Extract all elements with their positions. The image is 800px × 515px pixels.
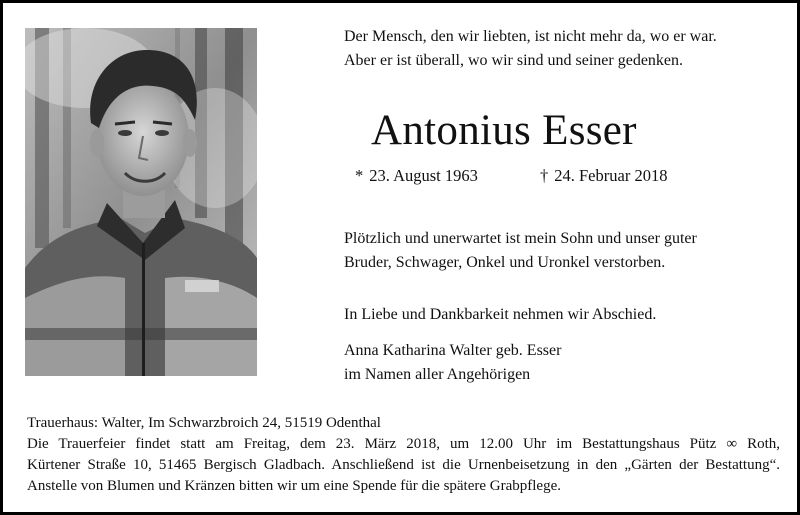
- mourning-house: Trauerhaus: Walter, Im Schwarzbroich 24, 51519 Odenthal: [27, 415, 381, 431]
- verse-line-1: Der Mensch, den wir liebten, ist nicht mehr da, wo er war.: [344, 28, 717, 45]
- announcement-line-1: Plötzlich und unerwartet ist mein Sohn und unser guter: [344, 230, 697, 247]
- funeral-details: [27, 413, 780, 497]
- signer-note: im Namen aller Angehörigen: [344, 366, 531, 383]
- death-cross-icon: †: [540, 166, 549, 185]
- birth-date-block: [355, 165, 478, 187]
- birth-date: 23. August 1963: [369, 166, 478, 185]
- announcement-line-2: Bruder, Schwager, Onkel und Uronkel verstorben.: [344, 254, 666, 271]
- signers: [344, 339, 561, 387]
- death-date-block: [540, 165, 667, 187]
- ceremony-line-2: Kürtener Straße 10, 51465 Bergisch Gladbach. Anschließend ist die Urnenbeisetzung in den „Gärten der Bestattung“.: [27, 457, 780, 473]
- verse-line-2: Aber er ist überall, wo wir sind und seiner gedenken.: [344, 52, 684, 69]
- memorial-verse: [344, 25, 717, 73]
- deceased-name: Antonius Esser: [371, 107, 637, 154]
- donation-note: Anstelle von Blumen und Kränzen bitten wir um eine Spende für die spätere Grabpflege.: [27, 478, 562, 494]
- ceremony-line-1: Die Trauerfeier findet statt am Freitag, dem 23. März 2018, um 12.00 Uhr im Bestattungshaus Pütz ∞ Roth,: [27, 436, 780, 452]
- announcement-text: [344, 227, 697, 275]
- farewell-text: In Liebe und Dankbarkeit nehmen wir Abschied.: [344, 306, 657, 323]
- death-date: 24. Februar 2018: [554, 166, 668, 185]
- birth-star-icon: *: [355, 166, 364, 185]
- portrait-photo: [25, 28, 257, 376]
- signer-name: Anna Katharina Walter geb. Esser: [344, 342, 562, 359]
